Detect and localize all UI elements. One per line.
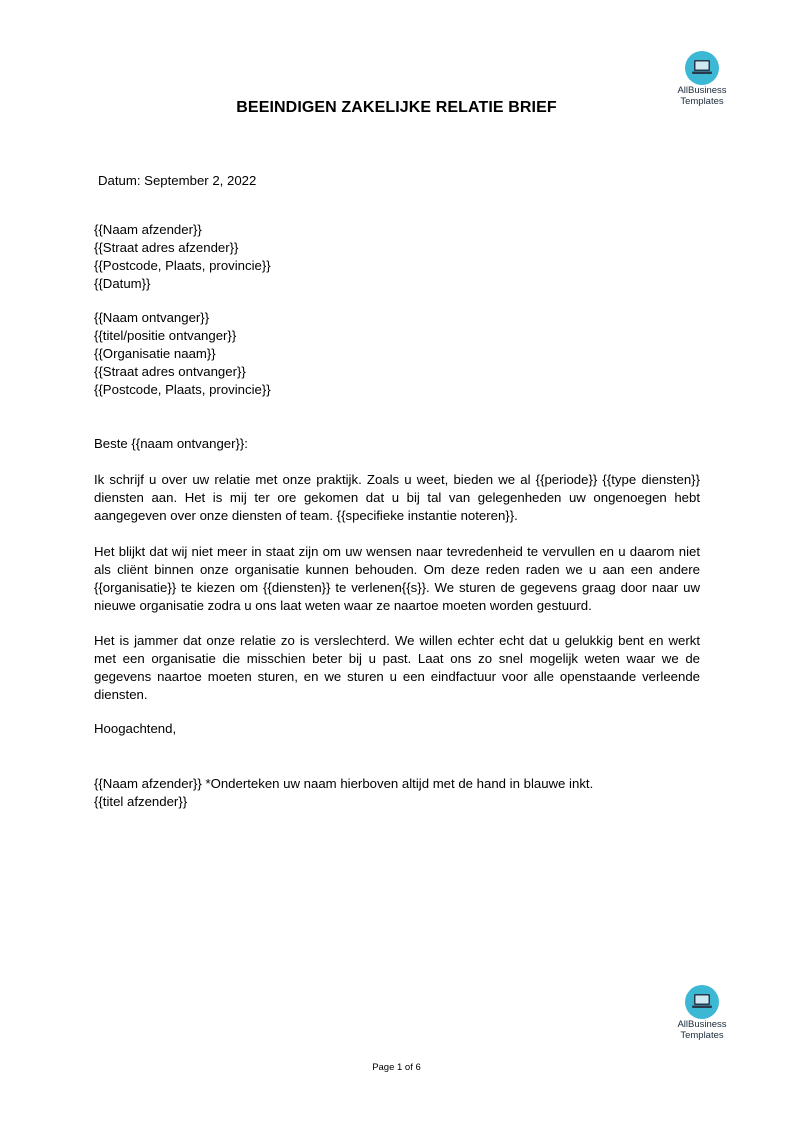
signature-title: {{titel afzender}} xyxy=(94,794,188,809)
body-paragraph-3: Het is jammer dat onze relatie zo is verslechterd. We willen echter echt dat u gelukkig bent en werkt met een organisatie die misschien beter bij u past. Laat ons zo snel mogelijk weten waar we de gegevens naartoe moeten sturen, en we sturen u een eindfactuur voor alle openstaande verleende diensten. xyxy=(94,633,700,702)
sender-postcode: {{Postcode, Plaats, provincie}} xyxy=(94,258,271,273)
logo-text-line1: AllBusiness xyxy=(677,85,727,96)
sender-street: {{Straat adres afzender}} xyxy=(94,240,239,255)
recipient-postcode: {{Postcode, Plaats, provincie}} xyxy=(94,382,271,397)
document-title: BEEINDIGEN ZAKELIJKE RELATIE BRIEF xyxy=(236,99,557,116)
laptop-icon xyxy=(685,51,719,85)
logo-text-line2: Templates xyxy=(680,96,724,107)
date-line: Datum: September 2, 2022 xyxy=(98,173,257,188)
body-paragraph-1: Ik schrijf u over uw relatie met onze praktijk. Zoals u weet, bieden we al {{periode}} {{type diensten}} diensten aan. Het is mij ter ore gekomen dat u bij tal van gelegenheden uw ongenoegen hebt aangegeven over onze diensten of team. {{specifieke instantie noteren}}. xyxy=(94,472,700,523)
signature-name: {{Naam afzender}} *Onderteken uw naam hierboven altijd met de hand in blauwe inkt. xyxy=(94,776,594,791)
sender-address-block xyxy=(94,221,271,293)
logo-text-line1: AllBusiness xyxy=(677,1019,727,1030)
recipient-organisation: {{Organisatie naam}} xyxy=(94,346,216,361)
greeting: Beste {{naam ontvanger}}: xyxy=(94,436,248,451)
page-number: Page 1 of 6 xyxy=(372,1062,421,1073)
sender-date: {{Datum}} xyxy=(94,276,151,291)
recipient-title: {{titel/positie ontvanger}} xyxy=(94,328,237,343)
signature-block xyxy=(94,775,593,811)
closing: Hoogachtend, xyxy=(94,721,177,736)
sender-name: {{Naam afzender}} xyxy=(94,222,202,237)
body-paragraph-2: Het blijkt dat wij niet meer in staat zijn om uw wensen naar tevredenheid te vervullen en u daarom niet als cliënt binnen onze organisatie kunnen behouden. Om deze reden raden we u aan een andere {{organisatie}} te kiezen om {{diensten}} te verlenen{{s}}. We sturen de gegevens graag door naar uw nieuwe organisatie zodra u ons laat weten waar ze naartoe moeten worden gestuurd. xyxy=(94,544,700,613)
allbusiness-logo-bottom xyxy=(662,985,742,1041)
laptop-icon xyxy=(685,985,719,1019)
recipient-street: {{Straat adres ontvanger}} xyxy=(94,364,246,379)
recipient-address-block xyxy=(94,309,271,399)
logo-text-line2: Templates xyxy=(680,1030,724,1041)
recipient-name: {{Naam ontvanger}} xyxy=(94,310,210,325)
